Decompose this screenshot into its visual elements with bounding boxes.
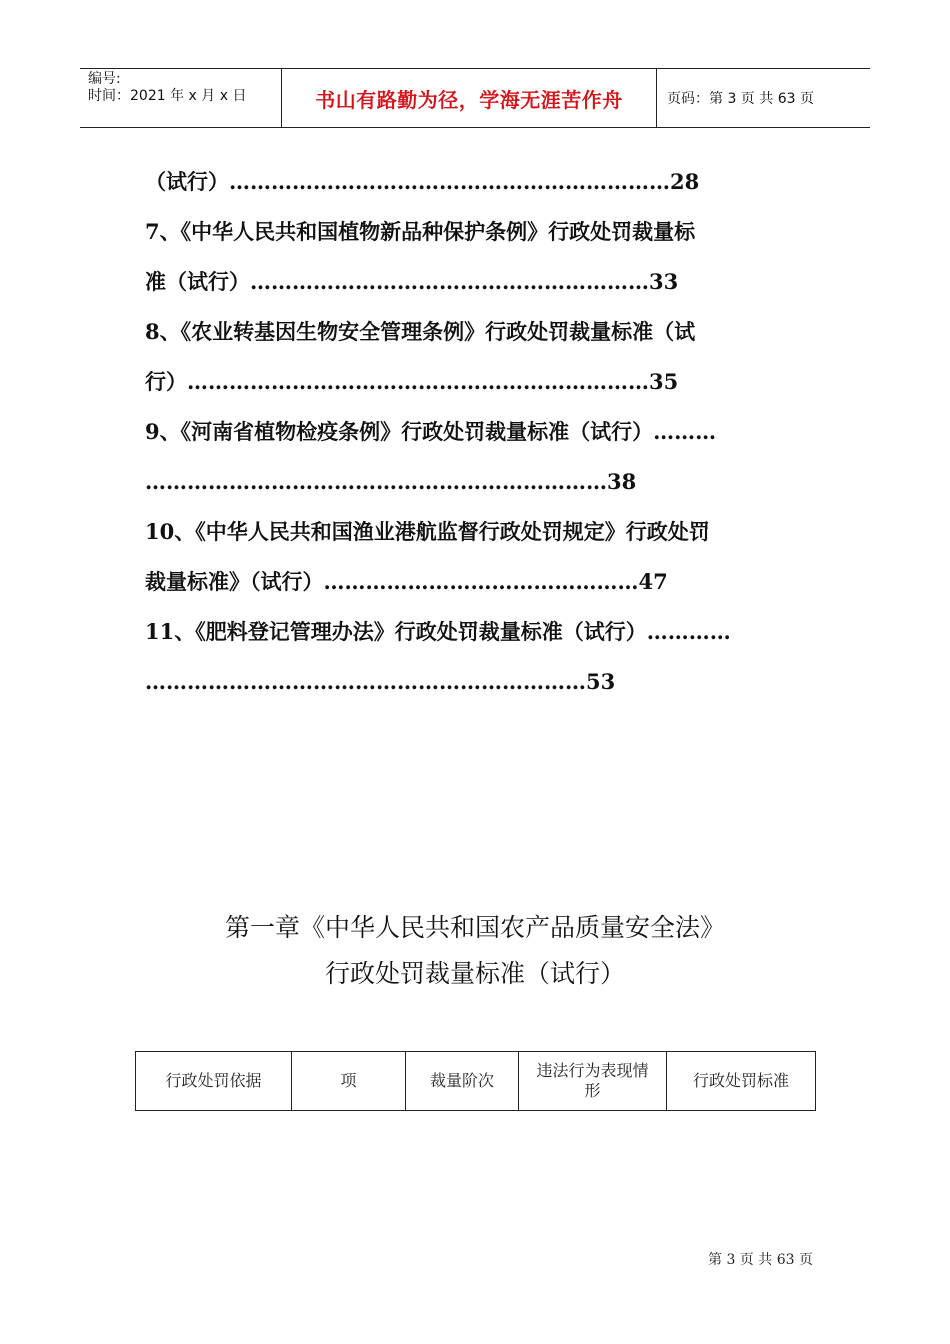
toc-line: 7、《中华人民共和国植物新品种保护条例》行政处罚裁量标	[145, 219, 696, 244]
chapter-title-line2: 行政处罚裁量标准（试行）	[324, 959, 625, 988]
toc-line: 行）…………………………………………………………35	[145, 369, 679, 394]
page-label: 页码：第 3 页 共 63 页	[667, 91, 814, 107]
table-header-cell: 行政处罚标准	[692, 1071, 789, 1090]
chapter-title-line1: 第一章《中华人民共和国农产品质量安全法》	[224, 913, 725, 942]
page-footer: 第 3 页 共 63 页	[708, 1252, 813, 1268]
toc-line: （试行）………………………………………………………28	[145, 169, 700, 194]
table-of-contents	[145, 162, 810, 712]
time-label: 时间：2021 年 x 月 x 日	[88, 88, 247, 104]
header-info-cell	[80, 69, 282, 127]
toc-line: 10、《中华人民共和国渔业港航监督行政处罚规定》行政处罚	[145, 519, 710, 544]
toc-line: 8、《农业转基因生物安全管理条例》行政处罚裁量标准（试	[145, 319, 696, 344]
criteria-table-header	[135, 1051, 816, 1111]
toc-line: …………………………………………………………38	[145, 469, 637, 494]
document-header	[80, 68, 870, 128]
toc-line: 裁量标准》（试行）………………………………………47	[145, 569, 668, 594]
table-header-cell: 违法行为表现情形	[519, 1052, 667, 1110]
toc-line: ………………………………………………………53	[145, 669, 616, 694]
toc-line: 准（试行）…………………………………………………33	[145, 269, 679, 294]
chapter-title	[0, 905, 950, 997]
number-label: 编号:	[88, 71, 121, 87]
toc-line: 9、《河南省植物检疫条例》行政处罚裁量标准（试行）………	[145, 419, 717, 444]
table-header-cell: 行政处罚依据	[136, 1052, 292, 1110]
motto: 书山有路勤为径，学海无涯苦作舟	[282, 69, 657, 127]
table-header-cell: 项	[292, 1052, 406, 1110]
table-header-cell: 裁量阶次	[406, 1052, 519, 1110]
toc-line: 11、《肥料登记管理办法》行政处罚裁量标准（试行）…………	[145, 619, 731, 644]
